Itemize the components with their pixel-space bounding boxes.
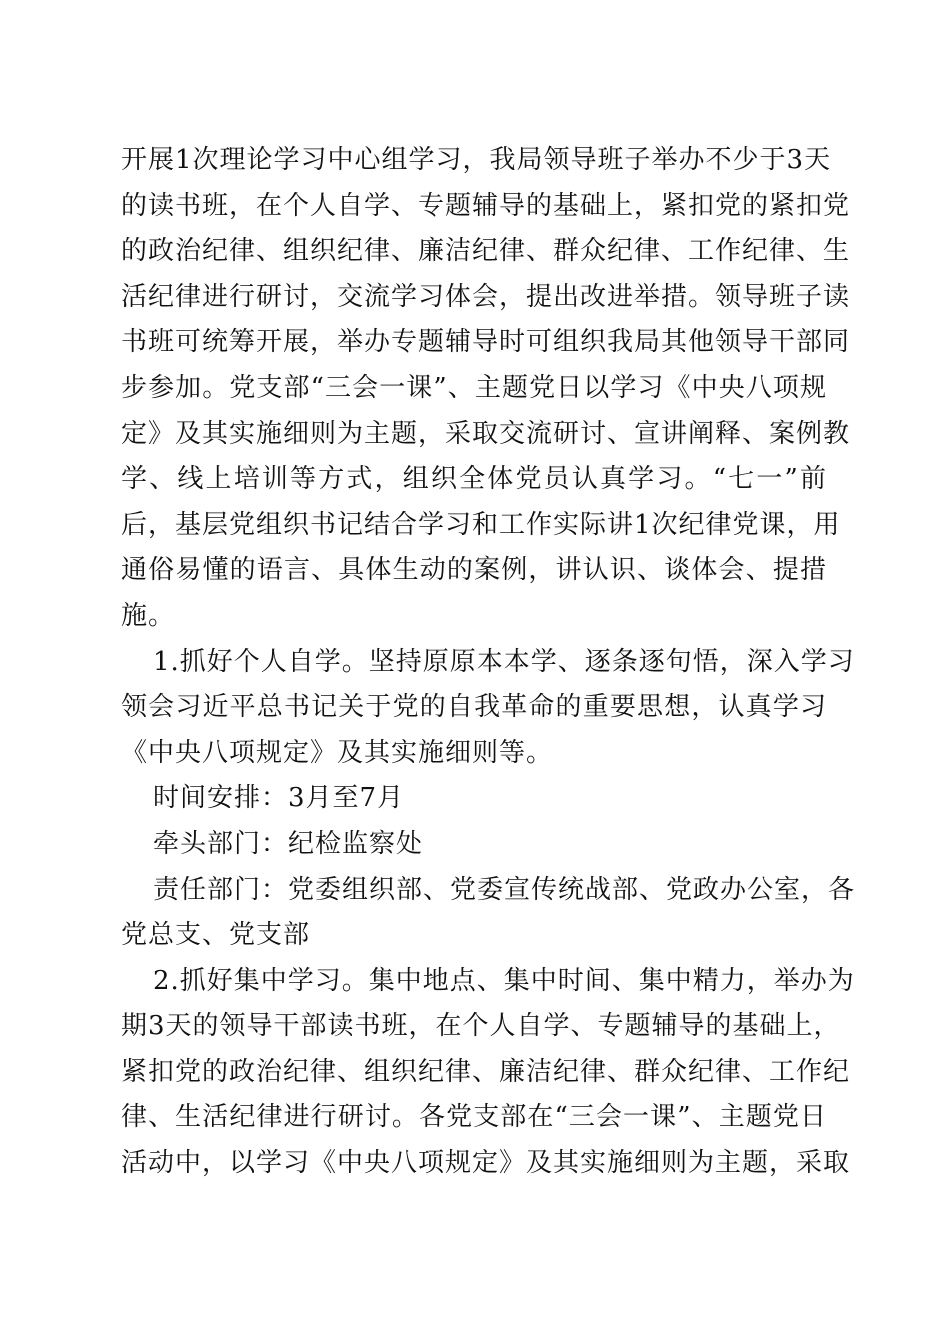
text-line: 2.抓好集中学习。集中地点、集中时间、集中精力，举办为 [153, 965, 855, 996]
intro-paragraph [121, 138, 851, 640]
text-line: 通俗易懂的语言、具体生动的案例，讲认识、谈体会、提措 [121, 555, 827, 586]
text-line: 书班可统筹开展，举办专题辅导时可组织我局其他领导干部同 [121, 327, 851, 358]
text-line: 党总支、党支部 [121, 920, 311, 951]
text-line: 学、线上培训等方式，组织全体党员认真学习。“七一”前 [121, 464, 827, 495]
item1-time [121, 776, 827, 822]
text-line: 牵头部门：纪检监察处 [153, 828, 424, 859]
item1-responsible-departments [121, 868, 856, 959]
item2-paragraph [121, 959, 855, 1187]
item1-paragraph [121, 640, 855, 777]
text-line: 的政治纪律、组织纪律、廉洁纪律、群众纪律、工作纪律、生 [121, 236, 851, 267]
text-line: 紧扣党的政治纪律、组织纪律、廉洁纪律、群众纪律、工作纪 [121, 1056, 851, 1087]
text-line: 《中央八项规定》及其实施细则等。 [121, 737, 554, 768]
text-line: 开展1次理论学习中心组学习，我局领导班子举办不少于3天 [121, 145, 832, 175]
text-line: 活动中，以学习《中央八项规定》及其实施细则为主题，采取 [121, 1148, 851, 1179]
text-line: 步参加。党支部“三会一课”、主题党日以学习《中央八项规 [121, 372, 827, 403]
text-line: 活纪律进行研讨，交流学习体会，提出改进举措。领导班子读 [121, 281, 851, 312]
text-line: 的读书班，在个人自学、专题辅导的基础上，紧扣党的紧扣党 [121, 190, 851, 221]
text-line: 1.抓好个人自学。坚持原原本本学、逐条逐句悟，深入学习 [153, 646, 855, 677]
text-line: 期3天的领导干部读书班，在个人自学、专题辅导的基础上， [121, 1011, 841, 1042]
text-line: 律、生活纪律进行研讨。各党支部在“三会一课”、主题党日 [121, 1102, 827, 1133]
text-line: 领会习近平总书记关于党的自我革命的重要思想，认真学习 [121, 692, 827, 723]
text-line: 后，基层党组织书记结合学习和工作实际讲1次纪律党课，用 [121, 509, 841, 540]
text-line: 责任部门：党委组织部、党委宣传统战部、党政办公室，各 [153, 874, 856, 905]
item1-lead-department [121, 822, 827, 868]
text-line: 定》及其实施细则为主题，采取交流研讨、宣讲阐释、案例教 [121, 418, 851, 449]
document-body [121, 138, 856, 1187]
text-line: 施。 [121, 600, 176, 631]
text-line: 时间安排：3月至7月 [153, 783, 405, 814]
